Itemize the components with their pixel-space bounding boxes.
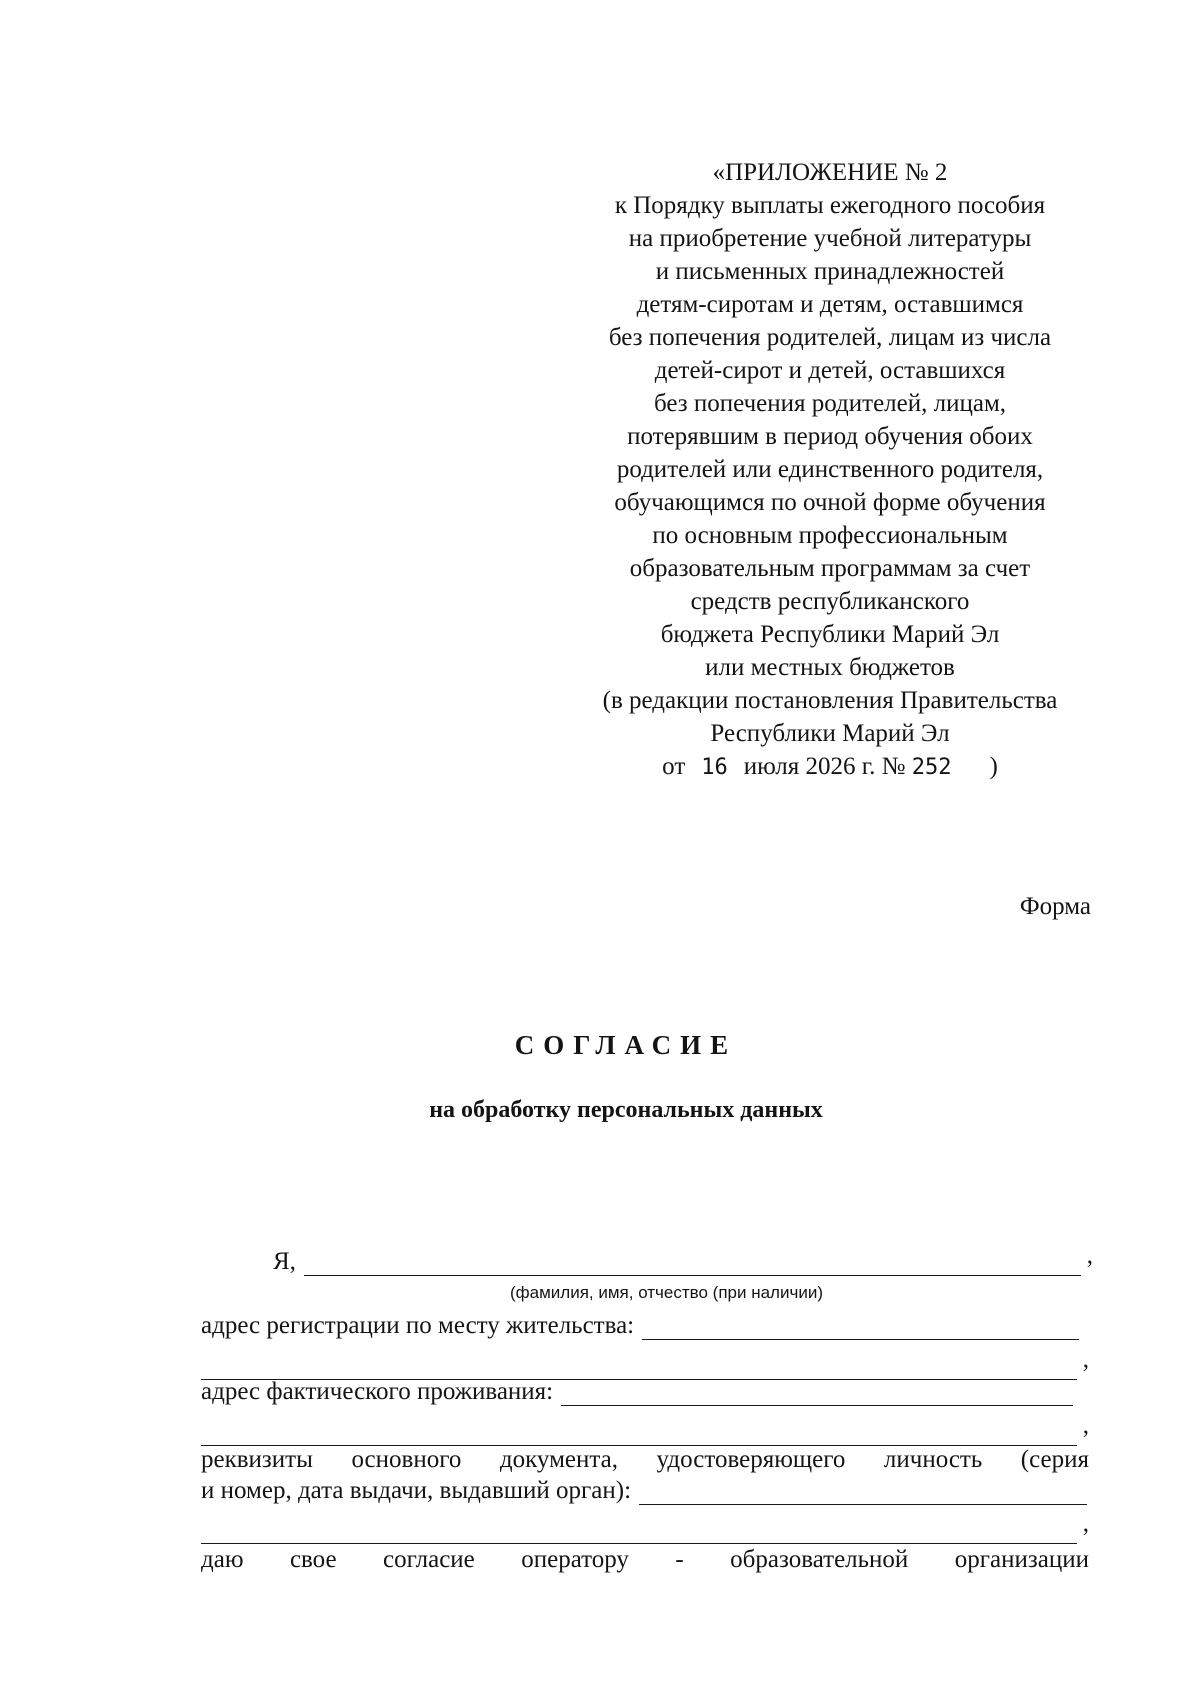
actual-address-row-2 [201,1412,1089,1446]
appendix-line: без попечения родителей, лицам из числа [608,324,1052,351]
appendix-line: детей-сирот и детей, оставшихся [654,357,1006,384]
consent-word: свое [289,1546,337,1573]
i-label: Я, [273,1248,296,1275]
fio-row [273,1242,1093,1276]
appendix-line: детям-сиротам и детям, оставшимся [636,291,1024,318]
appendix-line: бюджета Республики Марий Эл [660,621,1000,648]
appendix-line: (в редакции постановления Правительства [602,687,1058,714]
reg-address-row [201,1312,1079,1340]
id-doc-word: (серия [1020,1446,1089,1473]
appendix-line: без попечения родителей, лицам, [653,390,1007,417]
consent-word: образовательной [730,1546,909,1573]
appendix-line: Республики Марий Эл [710,720,950,747]
actual-address-row [201,1378,1073,1406]
id-doc-word: реквизиты [201,1446,313,1473]
id-doc-word: основного [351,1446,462,1473]
id-doc-line-1 [201,1446,1089,1474]
appendix-line: образовательным программам за счет [629,555,1031,582]
actual-address-comma: , [1082,1412,1089,1439]
fio-field[interactable] [304,1253,1081,1276]
id-doc-word: личность [883,1446,983,1473]
reg-address-row-2 [201,1346,1089,1380]
resolution-number: 252 [911,755,952,780]
resolution-month-year: июля 2026 г. № [743,753,906,780]
resolution-day: 16 [701,755,728,780]
consent-line [201,1546,1089,1574]
id-doc-comma: , [1082,1510,1089,1537]
appendix-header [560,156,1100,784]
reg-address-label: адрес регистрации по месту жительства: [201,1312,635,1339]
appendix-line: к Порядку выплаты ежегодного пособия [614,192,1046,219]
closing-paren: ) [989,753,998,780]
consent-word: согласие [383,1546,475,1573]
appendix-line: по основным профессиональным [652,522,1008,549]
actual-address-field[interactable] [561,1383,1073,1406]
appendix-line: на приобретение учебной литературы [628,225,1032,252]
reg-address-comma: , [1082,1346,1089,1373]
consent-word: даю [201,1546,244,1573]
form-label: Форма [1019,893,1091,920]
actual-address-label: адрес фактического проживания: [201,1378,554,1405]
id-doc-label: и номер, дата выдачи, выдавший орган): [201,1477,632,1504]
appendix-line: или местных бюджетов [705,654,955,681]
document-subtitle: на обработку персональных данных [429,1097,823,1123]
consent-word: - [675,1546,684,1573]
id-doc-row-2 [201,1510,1089,1544]
appendix-line: обучающимся по очной форме обучения [614,489,1046,516]
appendix-line: потерявшим в период обучения обоих [627,423,1033,450]
fio-comma: , [1086,1242,1093,1269]
from-prefix: от [662,753,686,780]
id-doc-field[interactable] [639,1482,1087,1505]
id-doc-field-line-2[interactable] [201,1521,1077,1544]
actual-address-field-line-2[interactable] [201,1423,1077,1446]
consent-word: оператору [521,1546,629,1573]
reg-address-field-line-2[interactable] [201,1357,1077,1380]
document-title: СОГЛАСИЕ [514,1030,738,1060]
resolution-date-line [560,750,1100,784]
consent-word: организации [954,1546,1089,1573]
appendix-line: и письменных принадлежностей [655,258,1005,285]
appendix-line: средств республиканского [690,588,970,615]
fio-hint: (фамилия, имя, отчество (при наличии) [510,1283,823,1302]
id-doc-row [201,1477,1087,1505]
reg-address-field[interactable] [642,1317,1079,1340]
id-doc-word: удостоверяющего [656,1446,846,1473]
id-doc-word: документа, [499,1446,618,1473]
appendix-line: родителей или единственного родителя, [616,456,1044,483]
appendix-line: «ПРИЛОЖЕНИЕ № 2 [712,159,948,186]
